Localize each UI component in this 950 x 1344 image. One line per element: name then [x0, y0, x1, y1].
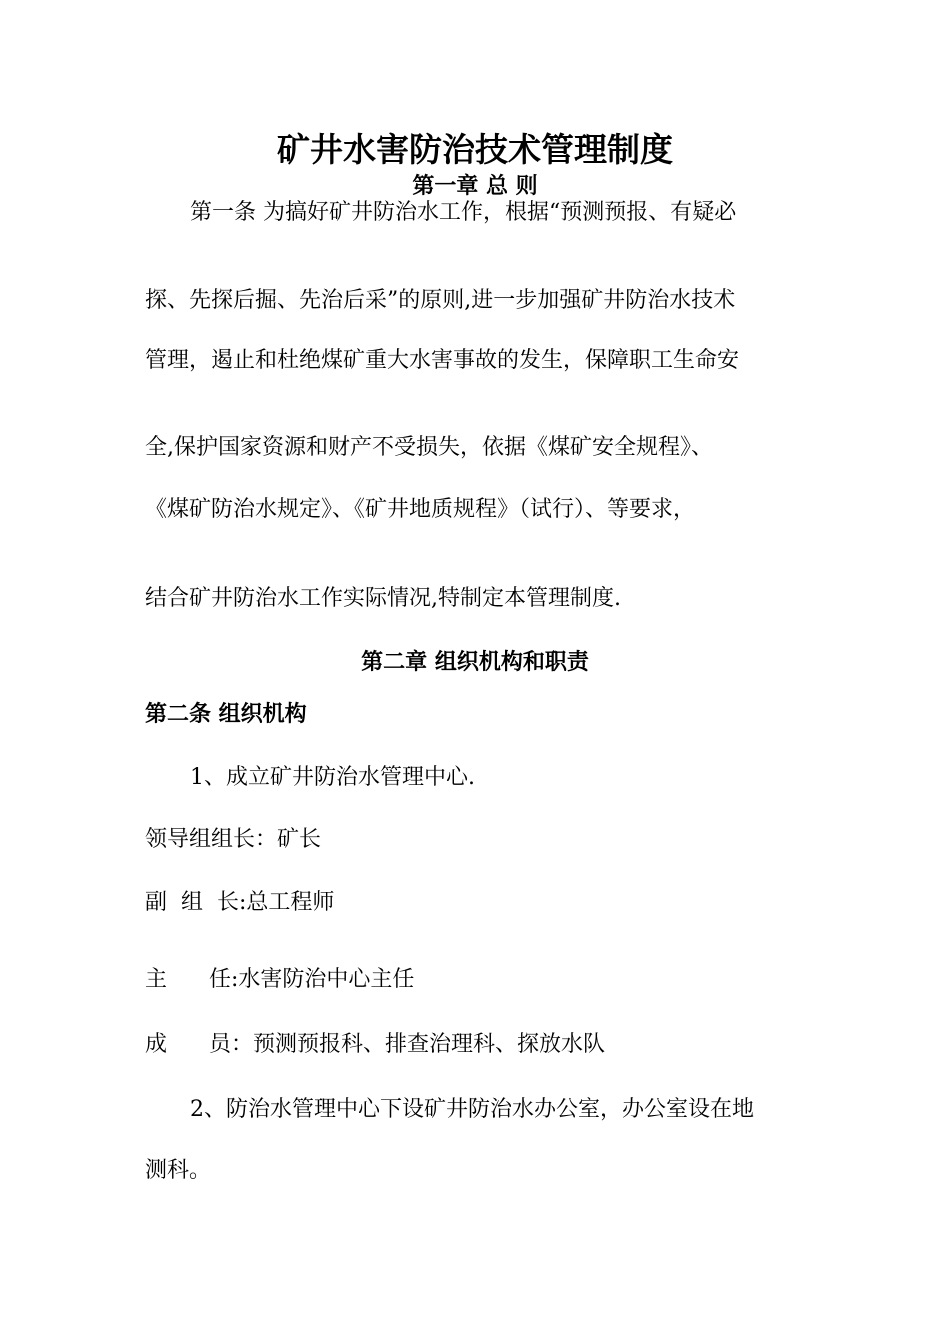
chapter1-heading: 第一章 总 则: [412, 173, 538, 199]
article1-line-3: 管理，遏止和杜绝煤矿重大水害事故的发生，保障职工生命安: [145, 348, 740, 373]
org-line-leader: 领导组组长：矿长: [145, 827, 322, 852]
article2-heading: 第二条 组织机构: [145, 701, 307, 727]
article1-line-4: 全,保护国家资源和财产不受损失，依据《煤矿安全规程》、: [145, 435, 713, 460]
article1-line-2: 探、先探后掘、先治后采”的原则,进一步加强矿井防治水技术: [145, 288, 736, 313]
item2-line-2: 测科。: [145, 1158, 212, 1183]
org-line-members: 成 员：预测预报科、排查治理科、探放水队: [145, 1032, 605, 1057]
article1-line-1: 第一条 为搞好矿井防治水工作，根据“预测预报、有疑必: [190, 200, 737, 225]
item2-line-1: 2、防治水管理中心下设矿井防治水办公室，办公室设在地: [190, 1097, 754, 1122]
article1-line-6: 结合矿井防治水工作实际情况,特制定本管理制度.: [145, 586, 621, 611]
org-line-director: 主 任:水害防治中心主任: [145, 967, 415, 992]
article1-line-5: 《煤矿防治水规定》、《矿井地质规程》（试行）、等要求，: [145, 497, 696, 522]
org-line-deputy: 副 组 长:总工程师: [145, 890, 335, 915]
document-title: 矿井水害防治技术管理制度: [277, 130, 673, 169]
chapter2-heading: 第二章 组织机构和职责: [361, 649, 589, 675]
item1-text: 1、成立矿井防治水管理中心.: [190, 765, 475, 790]
